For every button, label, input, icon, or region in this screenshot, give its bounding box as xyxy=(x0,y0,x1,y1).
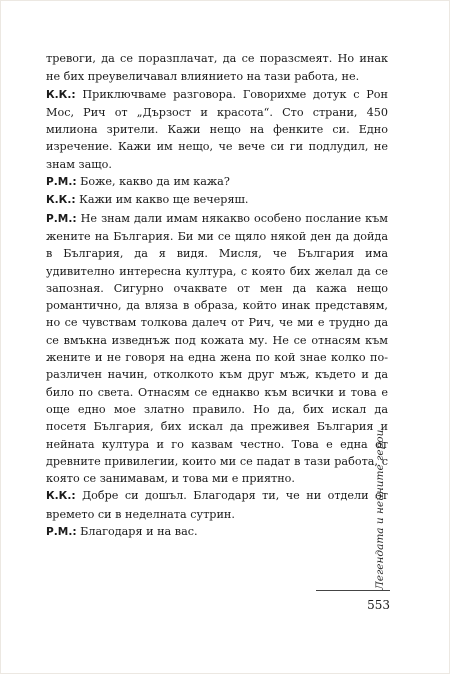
paragraph-text: тревоги, да се поразплачат, да се поразсмеят. Но инак не бих преувеличавал влиянието на тази работа, не. xyxy=(46,52,388,84)
speaker-label: Р.М.: xyxy=(46,212,77,225)
speaker-label: К.К.: xyxy=(46,490,76,503)
paragraph xyxy=(46,50,388,86)
paragraph xyxy=(46,523,388,541)
speaker-label: К.К.: xyxy=(46,88,76,101)
page-number: 553 xyxy=(367,598,390,612)
paragraph-text: Благодаря и на вас. xyxy=(80,525,198,539)
paragraph-text: Не знам дали имам някакво особено послание към жените на България. Би ми се щяло някой ден да дойда в България, да я видя. Мисля, че България има удивително интересна култура, с която бих желал да се запозная. Сигурно очаквате от мен да кажа нещо романтично, да вляза в образа, който инак представям, но се чувствам толкова далеч от Рич, че ми е трудно да се вмъкна изведнъж под кожата му. Не се отнасям към жените и не говоря на една жена по кой знае колко по-различен начин, отколкото към друг мъж, където и да било по света. Отнасям се еднакво към всички и това е още едно мое златно правило. Но да, бих искал да посетя България, бих искал да преживея България и нейната култура и го казвам честно. Това е една от древните привилегии, които ми се падат в тази работа, с която се занимавам, и това ми е приятно. xyxy=(46,211,388,486)
running-head: Легендата и нейните герои xyxy=(374,429,386,590)
footer-rule xyxy=(316,590,390,591)
paragraph xyxy=(46,487,388,523)
paragraph xyxy=(46,86,388,173)
paragraph xyxy=(46,173,388,191)
paragraph-text: Приключваме разговора. Говорихме дотук с Рон Мос, Рич от „Дързост и красота“. Сто страни, 450 милиона зрители. Кажи нещо на фенките си. Едно изречение. Кажи им нещо, че вече си ги подлудил, не знам защо. xyxy=(46,87,388,171)
paragraph-text: Добре си дошъл. Благодаря ти, че ни отдели от времето си в неделната сутрин. xyxy=(46,489,388,521)
speaker-label: Р.М.: xyxy=(46,176,77,189)
paragraph-text: Боже, какво да им кажа? xyxy=(80,175,230,189)
speaker-label: К.К.: xyxy=(46,194,76,207)
paragraph xyxy=(46,191,388,209)
paragraph-text: Кажи им какво ще вечеряш. xyxy=(79,193,249,207)
body-text xyxy=(46,50,388,541)
speaker-label: Р.М.: xyxy=(46,526,77,539)
paragraph xyxy=(46,210,388,488)
